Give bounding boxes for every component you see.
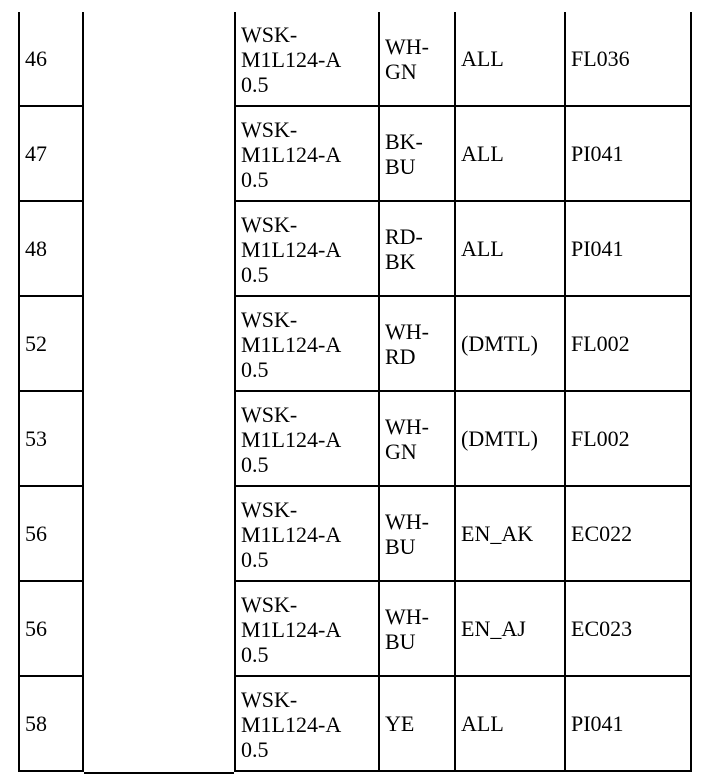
part-number-cell: [234, 487, 380, 582]
table-row: [18, 582, 692, 677]
wire-number-cell: [18, 392, 84, 487]
table-row: [18, 12, 692, 107]
wire-color-cell: [380, 487, 456, 582]
part-number-cell: [234, 582, 380, 677]
wire-color: WH- BU: [385, 509, 429, 559]
option-code: EN_AK: [461, 521, 534, 546]
connector-id: PI041: [571, 236, 624, 261]
connector-id: FL002: [571, 426, 630, 451]
part-number: WSK- M1L124-A 0.5: [241, 212, 342, 287]
wire-color-cell: [380, 392, 456, 487]
option-code: EN_AJ: [461, 616, 526, 641]
option-code: ALL: [461, 236, 504, 261]
part-number-cell: [234, 107, 380, 202]
connector-id: PI041: [571, 141, 624, 166]
table-row: [18, 487, 692, 582]
wire-number: 46: [25, 46, 47, 71]
option-cell: [456, 12, 566, 107]
empty-cell: [84, 297, 234, 392]
wire-number: 53: [25, 426, 47, 451]
empty-cell: [84, 202, 234, 297]
connector-id: EC023: [571, 616, 633, 641]
wire-color-cell: [380, 107, 456, 202]
bottom-rule: [84, 772, 234, 774]
wire-color: BK- BU: [385, 129, 423, 179]
connector-id: EC022: [571, 521, 633, 546]
connector-cell: [566, 107, 692, 202]
wire-color: RD- BK: [385, 224, 423, 274]
connector-cell: [566, 392, 692, 487]
part-number: WSK- M1L124-A 0.5: [241, 687, 342, 762]
connector-cell: [566, 582, 692, 677]
wire-number-cell: [18, 487, 84, 582]
connector-id: PI041: [571, 711, 624, 736]
connector-cell: [566, 12, 692, 107]
wire-color-cell: [380, 677, 456, 772]
empty-cell: [84, 392, 234, 487]
part-number: WSK- M1L124-A 0.5: [241, 402, 342, 477]
connector-id: FL036: [571, 46, 630, 71]
wire-color-cell: [380, 202, 456, 297]
wire-number-cell: [18, 107, 84, 202]
connector-cell: [566, 202, 692, 297]
wire-color: WH- BU: [385, 604, 429, 654]
empty-cell: [84, 12, 234, 107]
table-row: [18, 297, 692, 392]
wire-number: 48: [25, 236, 47, 261]
wire-color-cell: [380, 582, 456, 677]
part-number: WSK- M1L124-A 0.5: [241, 117, 342, 192]
wire-number: 56: [25, 521, 47, 546]
part-number: WSK- M1L124-A 0.5: [241, 307, 342, 382]
table-row: [18, 202, 692, 297]
option-code: (DMTL): [461, 331, 538, 356]
empty-cell: [84, 677, 234, 772]
wiring-table: [18, 12, 692, 774]
option-cell: [456, 487, 566, 582]
wire-number-cell: [18, 677, 84, 772]
part-number-cell: [234, 677, 380, 772]
connector-cell: [566, 487, 692, 582]
empty-cell: [84, 107, 234, 202]
option-cell: [456, 392, 566, 487]
wire-number-cell: [18, 297, 84, 392]
option-code: ALL: [461, 46, 504, 71]
option-code: ALL: [461, 141, 504, 166]
connector-cell: [566, 297, 692, 392]
wire-color: WH- GN: [385, 34, 429, 84]
part-number-cell: [234, 202, 380, 297]
option-cell: [456, 202, 566, 297]
option-code: (DMTL): [461, 426, 538, 451]
option-cell: [456, 677, 566, 772]
part-number: WSK- M1L124-A 0.5: [241, 22, 342, 97]
wire-color-cell: [380, 12, 456, 107]
part-number: WSK- M1L124-A 0.5: [241, 592, 342, 667]
option-cell: [456, 582, 566, 677]
option-code: ALL: [461, 711, 504, 736]
wire-number-cell: [18, 582, 84, 677]
wire-color: WH- GN: [385, 414, 429, 464]
part-number: WSK- M1L124-A 0.5: [241, 497, 342, 572]
table-row: [18, 677, 692, 772]
wire-number: 47: [25, 141, 47, 166]
connector-id: FL002: [571, 331, 630, 356]
part-number-cell: [234, 392, 380, 487]
table-row: [18, 107, 692, 202]
wire-color: WH- RD: [385, 319, 429, 369]
wire-color-cell: [380, 297, 456, 392]
connector-cell: [566, 677, 692, 772]
wire-number-cell: [18, 12, 84, 107]
part-number-cell: [234, 297, 380, 392]
wire-number-cell: [18, 202, 84, 297]
option-cell: [456, 297, 566, 392]
table-row: [18, 392, 692, 487]
empty-cell: [84, 582, 234, 677]
empty-cell: [84, 487, 234, 582]
wire-number: 52: [25, 331, 47, 356]
option-cell: [456, 107, 566, 202]
wire-number: 58: [25, 711, 47, 736]
part-number-cell: [234, 12, 380, 107]
wire-number: 56: [25, 616, 47, 641]
wire-color: YE: [385, 711, 415, 736]
